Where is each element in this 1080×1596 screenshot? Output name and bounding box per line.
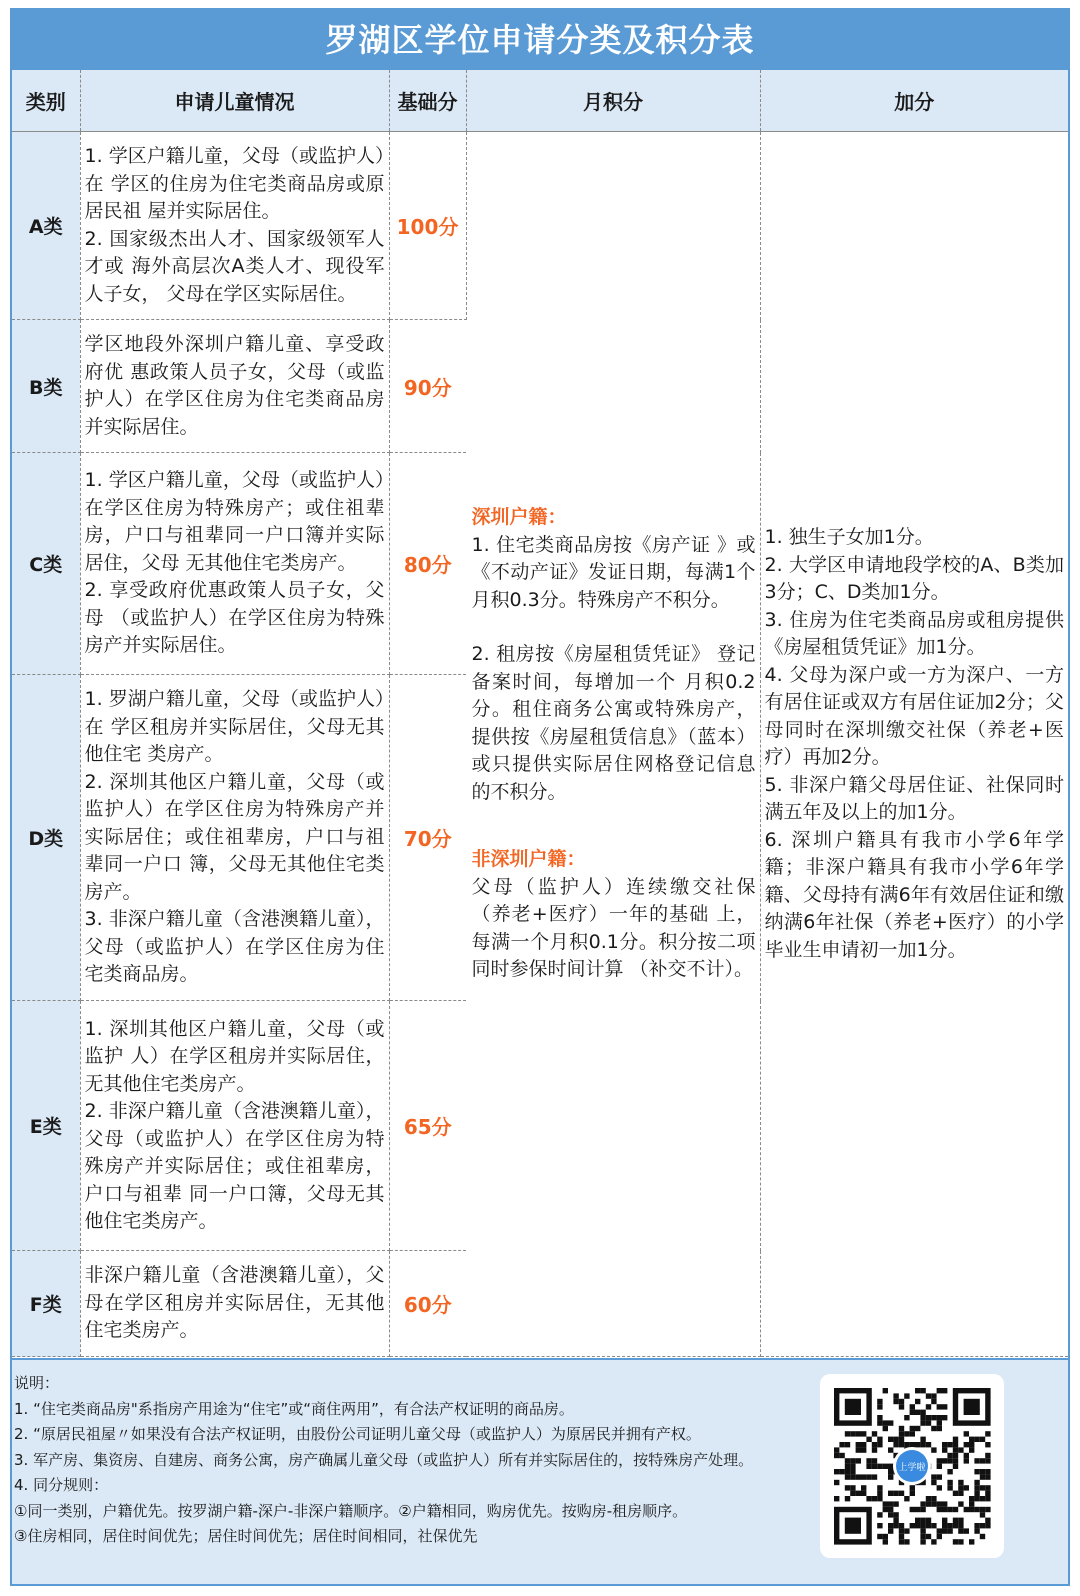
page-frame	[10, 8, 1070, 1586]
base-score-cell: 70分	[389, 675, 466, 1001]
header-monthly-score: 月积分	[466, 70, 760, 132]
note-item: ③住房相同，居住时间优先；居住时间优先；居住时间相同，社保优先	[14, 1527, 478, 1545]
score-table	[12, 70, 1068, 1357]
situation-cell	[80, 675, 389, 1001]
situation-cell	[80, 453, 389, 675]
situation-line: 1. 罗湖户籍儿童，父母（或监护人）在 学区租房并实际居住，父母无其他住宅 类房产。	[84, 688, 385, 766]
notes-text	[14, 1371, 814, 1550]
base-score-cell: 100分	[389, 132, 466, 320]
table-row-a	[12, 132, 1068, 320]
situation-line: 2. 深圳其他区户籍儿童，父母（或监护人）在学区住房为特殊房产并实际居住；或住祖辈房，户口与祖辈同一户口 簿，父母无其他住宅类房产。	[84, 770, 385, 903]
header-situation: 申请儿童情况	[80, 70, 389, 132]
header-category: 类别	[12, 70, 80, 132]
bonus-item: 6. 深圳户籍具有我市小学6年学籍；非深户籍具有我市小学6年学籍、父母持有满6年有效居住证和缴纳满6年社保（养老+医疗）的小学毕业生申请初一加1分。	[764, 828, 1064, 961]
situation-line: 1. 学区户籍儿童，父母（或监护人）在学区住房为特殊房产；或住祖辈房，户口与祖辈同一户口簿并实际居住，父母 无其他住宅类房产。	[84, 469, 385, 574]
situation-cell	[80, 320, 389, 453]
category-cell: F类	[12, 1251, 80, 1357]
situation-line: 非深户籍儿童（含港澳籍儿童），父母在学区租房并实际居住，无其他住宅类房产。	[84, 1264, 385, 1342]
note-item: 2. “原居民祖屋〃如果没有合法产权证明，由股份公司证明儿童父母（或监护人）为原居民并拥有产权。	[14, 1425, 701, 1443]
bonus-item: 5. 非深户籍父母居住证、社保同时满五年及以上的加1分。	[764, 773, 1064, 823]
notes-section	[12, 1358, 1068, 1584]
header-bonus: 加分	[760, 70, 1068, 132]
situation-cell	[80, 132, 389, 320]
situation-line: 2. 国家级杰出人才、国家级领军人才或 海外高层次A类人才、现役军人子女， 父母在学区实际居住。	[84, 227, 385, 305]
page-title: 罗湖区学位申请分类及积分表	[12, 10, 1068, 70]
category-cell: A类	[12, 132, 80, 320]
situation-cell	[80, 1001, 389, 1251]
note-item: 1. “住宅类商品房"系指房产用途为“住宅”或“商住两用”，有合法产权证明的商品房。	[14, 1399, 574, 1418]
note-item: ①同一类别，户籍优先。按罗湖户籍-深户-非深户籍顺序。②户籍相同，购房优先。按购房-租房顺序。	[14, 1501, 688, 1520]
category-cell: D类	[12, 675, 80, 1001]
note-item: 3. 军产房、集资房、自建房、商务公寓，房产确属儿童父母（或监护人）所有并实际居住的，按特殊房产处理。	[14, 1450, 754, 1469]
qr-logo-text: 上学啦	[898, 1463, 926, 1473]
qr-code-graphic	[820, 1374, 1004, 1558]
situation-cell	[80, 1251, 389, 1357]
situation-line: 3. 非深户籍儿童（含港澳籍儿童），父母（或监护人）在学区住房为住宅类商品房。	[84, 908, 385, 986]
base-score-cell: 90分	[389, 320, 466, 453]
qr-code	[820, 1374, 1004, 1558]
bonus-item: 1. 独生子女加1分。	[764, 526, 934, 548]
table-header-row	[12, 70, 1068, 132]
situation-line: 2. 非深户籍儿童（含港澳籍儿童），父母（或监护人）在学区住房为特殊房产并实际居住；或住祖辈房，户口与祖辈 同一户口簿，父母无其他住宅类房产。	[84, 1100, 385, 1232]
base-score-cell: 80分	[389, 453, 466, 675]
monthly-score-cell	[466, 132, 760, 1357]
base-score-cell: 60分	[389, 1251, 466, 1357]
bonus-cell	[760, 132, 1068, 1357]
category-cell: B类	[12, 320, 80, 453]
situation-line: 1. 深圳其他区户籍儿童，父母（或监护 人）在学区租房并实际居住，无其他住宅类房产。	[84, 1017, 385, 1095]
monthly-paragraph: 2. 租房按《房屋租赁凭证》 登记备案时间，每增加一个 月积0.2分。租住商务公寓或特殊房产，提供按《房屋租赁信息》（蓝本）或只提供实际居住网格登记信息的不积分。	[471, 643, 756, 803]
category-cell: E类	[12, 1001, 80, 1251]
monthly-paragraph: 父母（监护人）连续缴交社保（养老+医疗）一年的基础 上，每满一个月积0.1分。积分按二项同时参保时间计算 （补交不计）。	[471, 875, 756, 981]
monthly-paragraph: 1. 住宅类商品房按《房产证 》或《不动产证》发证日期，每满1个月积0.3分。特殊房产不积分。	[471, 533, 756, 611]
shenzhen-hukou-heading: 深圳户籍：	[471, 506, 567, 529]
non-shenzhen-hukou-heading: 非深圳户籍：	[471, 848, 586, 871]
notes-heading: 说明：	[14, 1374, 60, 1392]
category-cell: C类	[12, 453, 80, 675]
situation-line: 学区地段外深圳户籍儿童、享受政府优 惠政策人员子女，父母（或监护人）在学区住房为住宅类商品房并实际居住。	[84, 333, 385, 438]
situation-line: 2. 享受政府优惠政策人员子女，父母 （或监护人）在学区住房为特殊房产并实际居住。	[84, 579, 385, 657]
base-score-cell: 65分	[389, 1001, 466, 1251]
bonus-item: 2. 大学区申请地段学校的A、B类加3分；C、D类加1分。	[764, 553, 1064, 603]
header-base-score: 基础分	[389, 70, 466, 132]
note-item: 4. 同分规则：	[14, 1476, 109, 1494]
bonus-item: 3. 住房为住宅类商品房或租房提供《房屋租赁凭证》加1分。	[764, 608, 1064, 658]
bonus-item: 4. 父母为深户或一方为深户、一方有居住证或双方有居住证加2分；父母同时在深圳缴交社保（养老+医疗）再加2分。	[764, 663, 1064, 768]
situation-line: 1. 学区户籍儿童，父母（或监护人）在 学区的住房为住宅类商品房或原居民祖 屋并实际居住。	[84, 145, 385, 222]
